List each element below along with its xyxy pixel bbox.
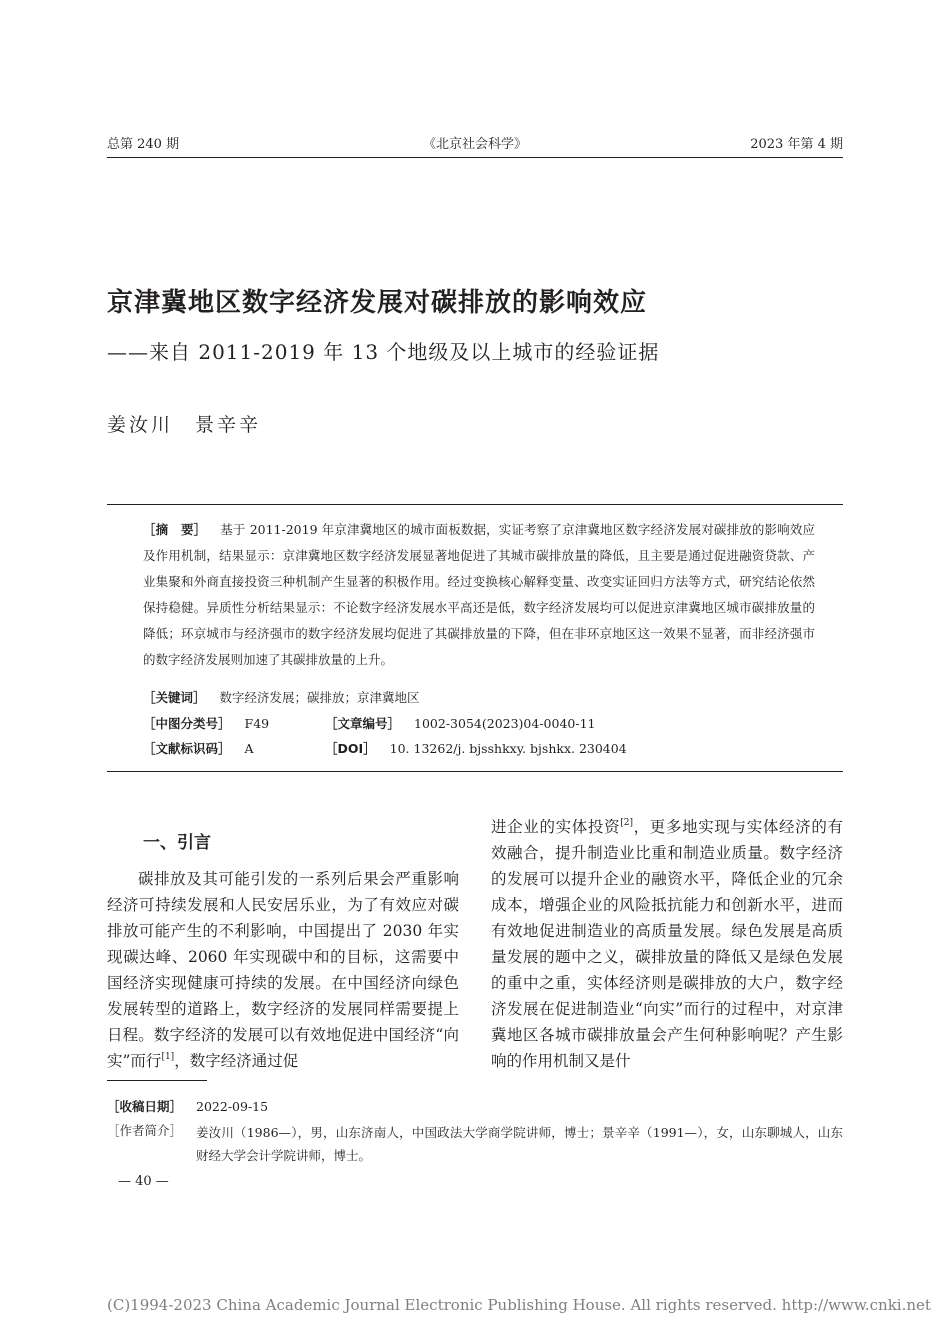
- left-column-text: [107, 866, 459, 1074]
- footnote-rule: [107, 1080, 207, 1081]
- right-paragraph-start: 进企业的实体投资: [491, 818, 621, 836]
- right-paragraph: ，更多地实现与实体经济的有效融合，提升制造业比重和制造业质量。数字经济的发展可以提升企业的融资水平，降低企业的冗余成本，增强企业的风险抵抗能力和创新水平，进而有效地促进制造业的高质量发展。绿色发展是高质量发展的题中之义，碳排放量的降低又是绿色发展的重中之重，实体经济则是碳排放的大户，数字经济发展在促进制造业“向实”而行的过程中，对京津冀地区各城市碳排放量会产生何种影响呢？产生影响的作用机制又是什: [491, 818, 843, 1070]
- clc-label: ［中图分类号］: [143, 716, 231, 731]
- journal-issue-total: 总第 240 期: [107, 137, 180, 152]
- article-number-value: 1002-3054(2023)04-0040-11: [414, 716, 596, 731]
- journal-name: 《北京社会科学》: [422, 137, 527, 152]
- right-column-text: [491, 814, 843, 1074]
- document-code: [143, 739, 254, 757]
- page-number: — 40 —: [118, 1174, 169, 1189]
- abstract-top-rule: [107, 504, 843, 505]
- received-label: ［收稿日期］: [107, 1099, 183, 1114]
- doi-label: ［DOI］: [325, 741, 376, 756]
- section-heading: 一、引言: [143, 833, 211, 853]
- left-paragraph-end: ，数字经济通过促: [174, 1052, 299, 1070]
- author-bio-label: ［作者简介］: [107, 1123, 183, 1138]
- article-number-label: ［文章编号］: [325, 716, 401, 731]
- received-value: 2022-09-15: [196, 1099, 269, 1114]
- abstract: [143, 517, 815, 673]
- paper-authors: 姜汝川 景辛辛: [107, 414, 262, 436]
- document-code-value: A: [244, 741, 254, 756]
- paper-subtitle: ——来自 2011-2019 年 13 个地级及以上城市的经验证据: [107, 340, 660, 364]
- document-code-label: ［文献标识码］: [143, 741, 231, 756]
- journal-issue: 2023 年第 4 期: [750, 137, 843, 152]
- doi-value: 10. 13262/j. bjsshkxy. bjshkx. 230404: [389, 741, 627, 756]
- abstract-text: 基于 2011-2019 年京津冀地区的城市面板数据，实证考察了京津冀地区数字经济发展对碳排放的影响效应及作用机制，结果显示：京津冀地区数字经济发展显著地促进了其城市碳排放量的降低，且主要是通过促进融资贷款、产业集聚和外商直接投资三种机制产生显著的积极作用。经过变换核心解释变量、改变实证回归方法等方式，研究结论依然保持稳健。异质性分析结果显示：不论数字经济发展水平高还是低，数字经济发展均可以促进京津冀地区城市碳排放量的降低；环京城市与经济强市的数字经济发展均促进了其碳排放量的下降，但在非环京地区这一效果不显著，而非经济强市的数字经济发展则加速了其碳排放量的上升。: [143, 522, 815, 667]
- header-rule: [107, 157, 843, 158]
- keywords: [143, 688, 420, 706]
- citation-1: [1]: [161, 1052, 175, 1062]
- abstract-bottom-rule: [107, 771, 843, 772]
- paper-title: 京津冀地区数字经济发展对碳排放的影响效应: [107, 288, 648, 318]
- copyright-watermark: (C)1994-2023 China Academic Journal Electronic Publishing House. All rights reserved. http://www.cnki.net: [107, 1296, 931, 1314]
- citation-2: [2]: [620, 818, 633, 828]
- doi: [325, 739, 627, 757]
- received-date: [107, 1097, 268, 1115]
- keywords-text: 数字经济发展；碳排放；京津冀地区: [219, 690, 420, 705]
- left-paragraph: 碳排放及其可能引发的一系列后果会严重影响经济可持续发展和人民安居乐业，为了有效应对碳排放可能产生的不利影响，中国提出了 2030 年实现碳达峰、2060 年实现碳中和的目标，这需要中国经济实现健康可持续的发展。在中国经济向绿色发展转型的道路上，数字经济的发展同样需要提上日程。数字经济的发展可以有效地促进中国经济“向实”而行: [107, 870, 459, 1070]
- clc-value: F49: [244, 716, 270, 731]
- article-number: [325, 714, 596, 732]
- keywords-label: ［关键词］: [143, 690, 206, 705]
- author-bio: 姜汝川（1986—），男，山东济南人，中国政法大学商学院讲师，博士；景辛辛（1991—），女，山东聊城人，山东财经大学会计学院讲师，博士。: [196, 1125, 843, 1163]
- abstract-label: ［摘 要］: [143, 522, 207, 537]
- clc-code: [143, 714, 269, 732]
